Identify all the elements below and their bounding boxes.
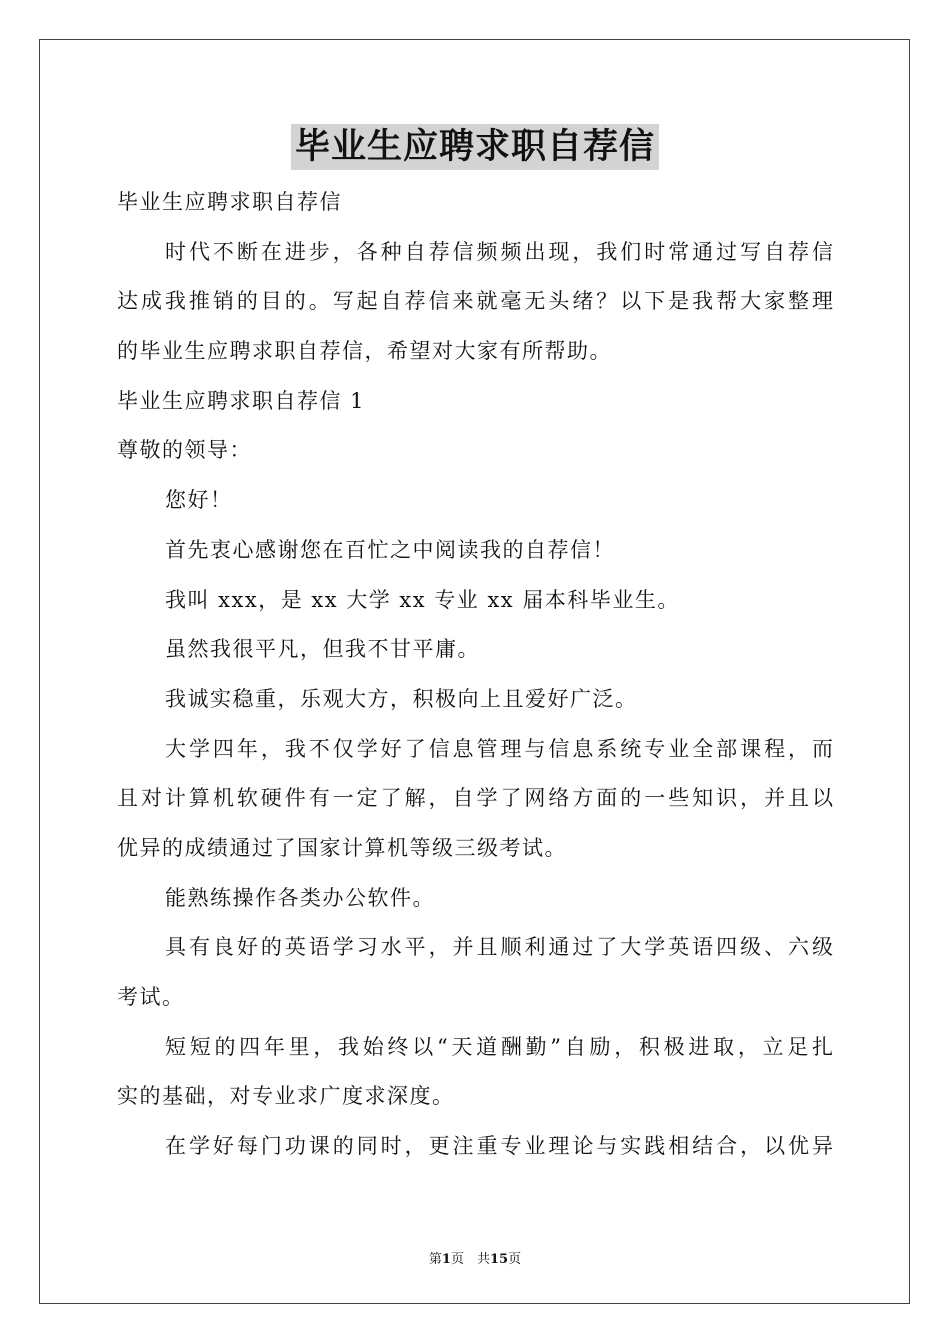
document-body: [117, 178, 833, 1172]
paragraph-line: 实的基础，对专业求广度求深度。: [117, 1084, 455, 1109]
paragraph-line: 达成我推销的目的。写起自荐信来就毫无头绪？以下是我帮大家整理: [117, 289, 833, 314]
footer-suffix: 页: [508, 1252, 522, 1267]
document-title: [0, 124, 950, 170]
paragraph-line: 大学四年，我不仅学好了信息管理与信息系统专业全部课程，而: [165, 736, 833, 761]
footer-mid: 页 共: [450, 1252, 490, 1267]
paragraph-line: 首先衷心感谢您在百忙之中阅读我的自荐信！: [165, 537, 615, 562]
paragraph-line: 在学好每门功课的同时，更注重专业理论与实践相结合，以优异: [165, 1134, 833, 1159]
paragraph-line: 的毕业生应聘求职自荐信，希望对大家有所帮助。: [117, 339, 612, 364]
paragraph-line: 考试。: [117, 985, 185, 1009]
paragraph-line: 我诚实稳重，乐观大方，积极向上且爱好广泛。: [165, 686, 638, 711]
footer-prefix: 第: [428, 1252, 442, 1267]
subtitle-line: 毕业生应聘求职自荐信: [117, 190, 342, 214]
greeting: 您好！: [165, 488, 233, 513]
paragraph-line: 短短的四年里，我始终以“天道酬勤”自励，积极进取，立足扎: [165, 1034, 833, 1059]
section-heading: 毕业生应聘求职自荐信 1: [117, 388, 366, 413]
footer-page-number: 1: [441, 1252, 451, 1267]
document-title-text: 毕业生应聘求职自荐信: [291, 124, 659, 170]
footer-total-pages: 15: [489, 1252, 509, 1267]
paragraph-line: 能熟练操作各类办公软件。: [165, 885, 435, 910]
salutation: 尊敬的领导：: [117, 438, 252, 463]
paragraph-line: 我叫 xxx，是 xx 大学 xx 专业 xx 届本科毕业生。: [165, 587, 680, 612]
paragraph-line: 时代不断在进步，各种自荐信频频出现，我们时常通过写自荐信: [165, 239, 833, 264]
page-footer: [0, 1248, 950, 1267]
paragraph-line: 具有良好的英语学习水平，并且顺利通过了大学英语四级、六级: [165, 935, 833, 960]
paragraph-line: 且对计算机软硬件有一定了解，自学了网络方面的一些知识，并且以: [117, 786, 833, 811]
paragraph-line: 虽然我很平凡，但我不甘平庸。: [165, 637, 480, 662]
paragraph-line: 优异的成绩通过了国家计算机等级三级考试。: [117, 835, 567, 860]
